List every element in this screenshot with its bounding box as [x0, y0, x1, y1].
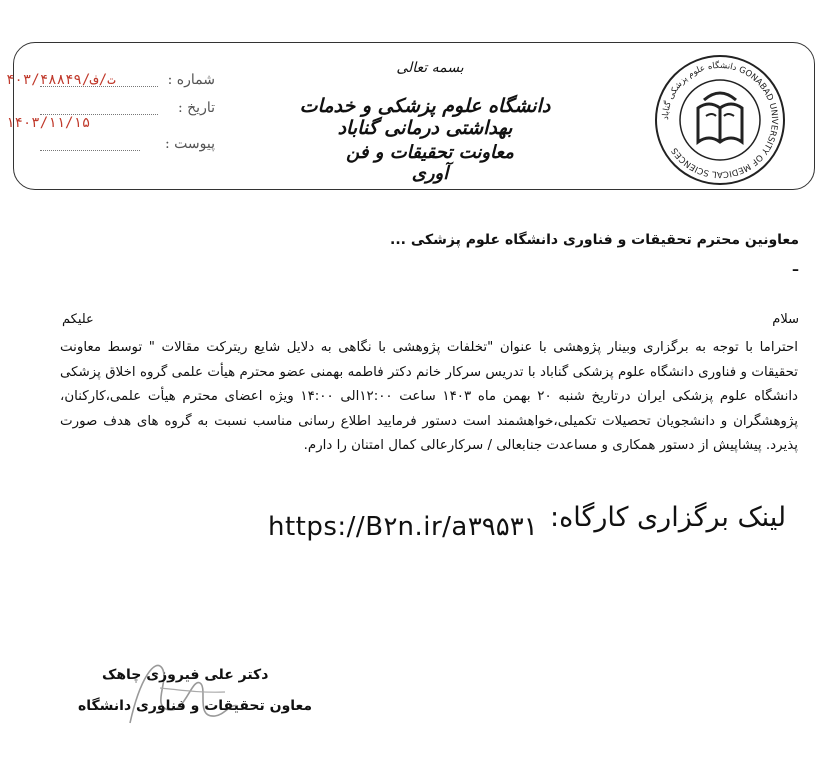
workshop-link-url[interactable]: https://B۲n.ir/a۳۹۵۳۱ [268, 512, 538, 542]
attachment-dotted-line [40, 150, 140, 151]
attachment-label: پیوست : [165, 136, 215, 152]
university-logo [650, 50, 790, 190]
letter-number-value: ۴۰۳/ت/ف/۴۸۸۴۹ [6, 72, 116, 88]
greeting: سلام [772, 312, 799, 327]
bismillah-heading: بسمه تعالی [396, 60, 464, 76]
number-label: شماره : [167, 72, 215, 88]
dash-separator: – [792, 262, 799, 278]
greeting-reply: علیکم [62, 312, 94, 327]
handwritten-signature [100, 648, 250, 738]
letter-date-value: ۱۴۰۳/۱۱/۱۵ [6, 115, 91, 131]
deputy-name: معاونت تحقیقات و فن آوری [346, 142, 514, 184]
date-label: تاریخ : [177, 100, 215, 116]
logo-ring-text: دانشگاه علوم پزشکی گناباد GONABAD UNIVERSITY OF MEDICAL SCIENCES [660, 60, 780, 180]
letter-body: احتراما با توجه به برگزاری وبینار پژوهشی با عنوان "تخلفات پژوهشی با نگاهی به دلایل شایع ریترکت مقالات " توسط معاونت تحقیقات و فناوری دانشگاه علوم پزشکی گناباد با تدریس سرکار خانم دکتر فاطمه بهمنی عضو محترم هیأت علمی گروه اخلاق پزشکی دانشگاه علوم پزشکی ایران درتاریخ شنبه ۲۰ بهمن ماه ۱۴۰۳ ساعت ۱۲:۰۰الی ۱۴:۰۰ ویژه اعضای محترم هیأت علمی،کارکنان، پژوهشگران و دانشجویان تحصیلات تکمیلی،خواهشمند است دستور فرمایید اطلاع رسانی مناسب نسبت به گروه های هدف صورت پذیرد. پیشاپیش از دستور همکاری و مساعدت جنابعالی / سرکارعالی کمال امتنان را دارم. [60, 340, 799, 453]
signatory-title: معاون تحقیقات و فناوری دانشگاه [78, 698, 313, 714]
recipient-line: معاونین محترم تحقیقات و فناوری دانشگاه علوم پزشکی ... [390, 232, 799, 248]
signatory-name: دکتر علی فیروزی چاهک [102, 667, 269, 683]
university-name: دانشگاه علوم پزشکی و خدمات بهداشتی درمانی گناباد [299, 95, 551, 139]
workshop-link-label: لینک برگزاری کارگاه: [550, 502, 787, 533]
